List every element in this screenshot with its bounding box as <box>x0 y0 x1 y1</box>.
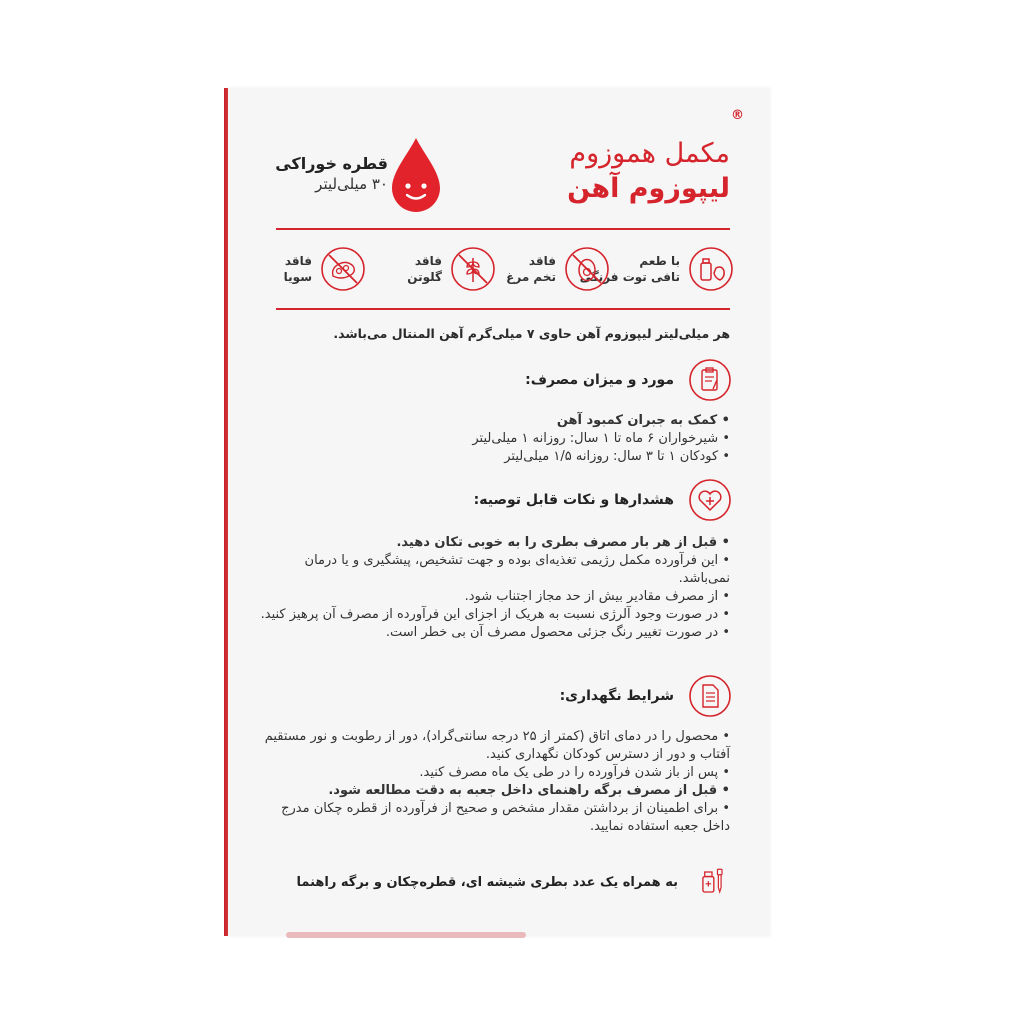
badge-line1: فاقد <box>414 254 442 268</box>
dose-info <box>248 154 388 193</box>
storage-list <box>260 728 730 836</box>
badge-line2: تافی توت فرنگی <box>579 270 680 284</box>
list-item: • در صورت تغییر رنگ جزئی محصول مصرف آن بی خطر است. <box>260 624 730 642</box>
list-item: • قبل از هر بار مصرف بطری را به خوبی تکان دهید. <box>260 534 730 552</box>
list-item: • این فرآورده مکمل رژیمی تغذیه‌ای بوده و جهت تشخیص، پیشگیری و یا درمان نمی‌باشد. <box>260 552 730 588</box>
badge-line2: سویا <box>283 270 312 284</box>
list-item: • کودکان ۱ تا ۳ سال: روزانه ۱/۵ میلی‌لیتر <box>270 448 730 466</box>
top-divider <box>276 228 730 230</box>
badge-no-egg <box>506 246 610 292</box>
badge-line1: فاقد <box>528 254 556 268</box>
list-item: • برای اطمینان از برداشتن مقدار مشخص و صحیح از فرآورده از قطره چکان مدرج داخل جعبه استفاده نمایید. <box>260 800 730 836</box>
no-gluten-icon <box>450 246 496 292</box>
bottle-dropper-icon <box>692 862 732 902</box>
list-item: • محصول را در دمای اتاق (کمتر از ۲۵ درجه سانتی‌گراد)، دور از رطوبت و نور مستقیم آفتاب و دور از دسترس کودکان نگهداری کنید. <box>260 728 730 764</box>
usage-header <box>525 358 732 402</box>
no-egg-icon <box>564 246 610 292</box>
badge-no-soy <box>284 246 366 292</box>
blood-drop-icon <box>388 136 444 216</box>
usage-title: مورد و میزان مصرف: <box>525 372 674 388</box>
box-bottom-edge <box>286 932 526 938</box>
product-line: مکمل هموزوم <box>569 138 730 169</box>
no-soy-icon <box>320 246 366 292</box>
dose-form: قطره خوراکی <box>275 154 388 173</box>
package-contents <box>297 862 732 902</box>
badge-no-gluten <box>407 246 496 292</box>
badge-line2: گلوتن <box>407 270 442 284</box>
product-name: لیپوزوم آهن ® <box>567 108 744 204</box>
list-item: • در صورت وجود آلرژی نسبت به هریک از اجزای این فرآورده از مصرف آن پرهیز کنید. <box>260 606 730 624</box>
storage-title: شرایط نگهداری: <box>559 688 674 704</box>
document-icon <box>688 674 732 718</box>
badge-line1: فاقد <box>284 254 312 268</box>
warnings-header <box>474 478 732 522</box>
clipboard-icon <box>688 358 732 402</box>
badge-line1: با طعم <box>639 254 680 268</box>
warnings-list <box>260 534 730 642</box>
heart-medical-icon <box>688 478 732 522</box>
list-item: • کمک به جبران کمبود آهن <box>270 412 730 430</box>
dose-volume: ۳۰ میلی‌لیتر <box>315 175 388 193</box>
iron-content-statement: هر میلی‌لیتر لیپوزوم آهن حاوی ۷ میلی‌گرم آهن المنتال می‌باشد. <box>333 326 730 341</box>
list-item: • از مصرف مقادیر بیش از حد مجاز اجتناب شود. <box>260 588 730 606</box>
badge-line2: تخم مرغ <box>506 270 556 284</box>
registered-mark: ® <box>731 108 744 123</box>
product-box-back <box>228 88 770 936</box>
usage-list <box>270 412 730 466</box>
brand-block <box>490 108 744 204</box>
list-item: • پس از باز شدن فرآورده را در طی یک ماه مصرف کنید. <box>260 764 730 782</box>
strawberry-bottle-icon <box>688 246 734 292</box>
badges-divider <box>276 308 730 310</box>
list-item: • قبل از مصرف برگه راهنمای داخل جعبه به دقت مطالعه شود. <box>260 782 730 800</box>
warnings-title: هشدارها و نکات قابل توصیه: <box>473 492 674 508</box>
list-item: • شیرخواران ۶ ماه تا ۱ سال: روزانه ۱ میلی‌لیتر <box>270 430 730 448</box>
package-contents-text: به همراه یک عدد بطری شیشه ای، قطره‌چکان و برگه راهنما <box>296 874 678 890</box>
storage-header <box>560 674 732 718</box>
